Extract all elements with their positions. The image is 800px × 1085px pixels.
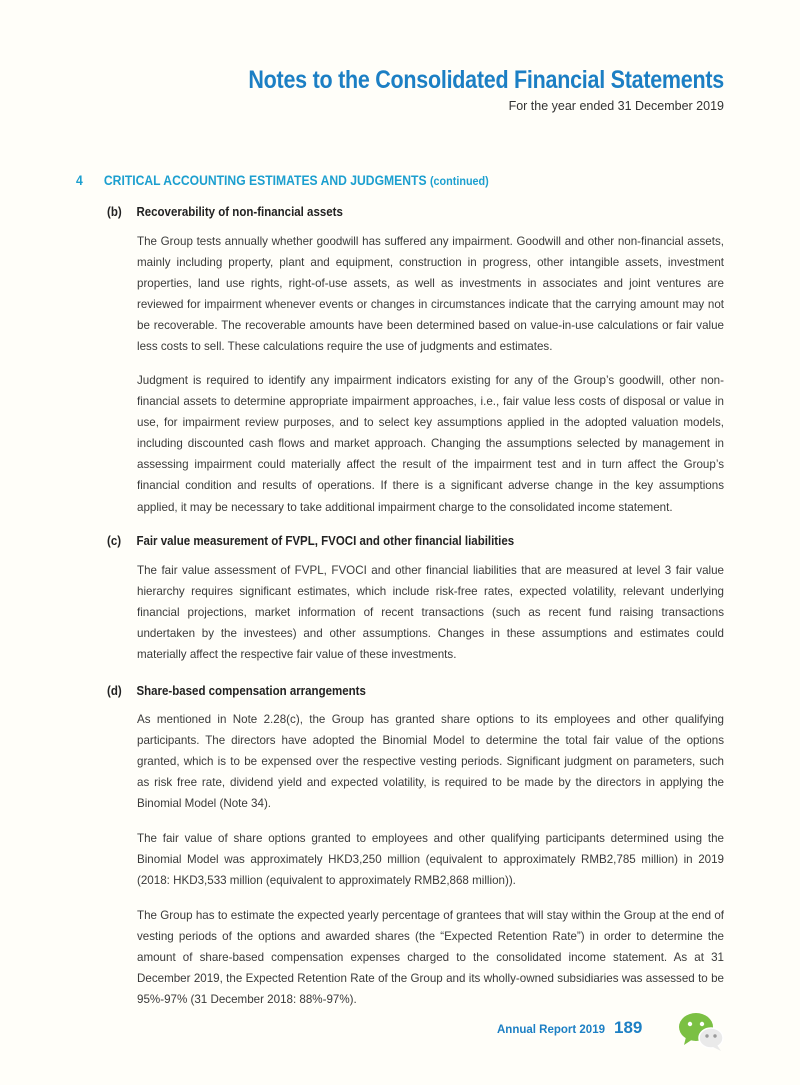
subsection-title: Share-based compensation arrangements [136, 684, 366, 698]
footer-report-label: Annual Report 2019 [497, 1024, 605, 1036]
subsection-letter: (c) [107, 534, 122, 548]
paragraph-b-1: The Group tests annually whether goodwill has suffered any impairment. Goodwill and other non-financial assets, mainly including property, plant and equipment, construction in progress, other intangible assets, investment properties, land use rights, right-of-use assets, as well as investments in associates and joint ventures are reviewed for impairment whenever events or changes in circumstances indicate that the carrying amount may not be recoverable. The recoverable amounts have been determined based on value-in-use calculations or fair value less costs to sell. These calculations require the use of judgments and estimates. [137, 235, 724, 354]
section-continued: (continued) [429, 174, 489, 188]
paragraph-d-1: As mentioned in Note 2.28(c), the Group has granted share options to its employees and other qualifying participants. The directors have adopted the Binomial Model to determine the total fair value of the options granted, which is to be expensed over the respective vesting periods. Significant judgment on parameters, such as risk free rate, dividend yield and expected volatility, is required to be made by the directors in applying the Binomial Model (Note 34). [137, 713, 724, 811]
subsection-heading-c [107, 534, 514, 548]
page-header-subtitle: For the year ended 31 December 2019 [508, 99, 724, 113]
paragraph-d-2: The fair value of share options granted to employees and other qualifying participants determined using the Binomial Model was approximately HKD3,250 million (equivalent to approximately RMB2,785 million) in 2019 (2018: HKD3,533 million (equivalent to approximately RMB2,868 million)). [137, 832, 724, 888]
subsection-title: Fair value measurement of FVPL, FVOCI and other financial liabilities [136, 534, 515, 548]
subsection-letter: (d) [107, 684, 122, 698]
wechat-logo-icon [677, 1010, 725, 1052]
subsection-heading-d [107, 684, 366, 698]
section-heading [76, 173, 489, 188]
subsection-heading-b [107, 205, 343, 219]
section-title: CRITICAL ACCOUNTING ESTIMATES AND JUDGMENTS [103, 173, 427, 188]
page-header-title: Notes to the Consolidated Financial Statements [248, 66, 724, 94]
paragraph-d-3: The Group has to estimate the expected yearly percentage of grantees that will stay within the Group at the end of vesting periods of the options and awarded shares (the “Expected Retention Rate”) in order to determine the amount of share-based compensation expenses charged to the consolidated income statement. As at 31 December 2019, the Expected Retention Rate of the Group and its wholly-owned subsidiaries was assessed to be 95%-97% (31 December 2018: 88%-97%). [137, 909, 724, 1007]
subsection-letter: (b) [107, 205, 122, 219]
subsection-title: Recoverability of non-financial assets [136, 205, 343, 219]
page-number: 189 [614, 1018, 643, 1037]
paragraph-b-2: Judgment is required to identify any impairment indicators existing for any of the Group’s goodwill, other non-financial assets to determine appropriate impairment approaches, i.e., fair value less costs of disposal or value in use, for impairment review purposes, and to select key assumptions applied in the adopted valuation models, including discounted cash flows and market approach. Changing the assumptions selected by management in assessing impairment could materially affect the result of the impairment test and in turn affect the Group’s financial condition and results of operations. If there is a significant adverse change in the key assumptions applied, it may be necessary to take additional impairment charge to the consolidated income statement. [137, 374, 724, 514]
section-number: 4 [76, 173, 83, 188]
paragraph-c-1: The fair value assessment of FVPL, FVOCI and other financial liabilities that are measured at level 3 fair value hierarchy requires significant estimates, which include risk-free rates, expected volatility, relevant underlying financial projections, market information of recent transactions (such as recent fund raising transactions undertaken by the investees) and other assumptions. Changes in these assumptions and estimates could materially affect the respective fair value of these investments. [137, 564, 724, 662]
